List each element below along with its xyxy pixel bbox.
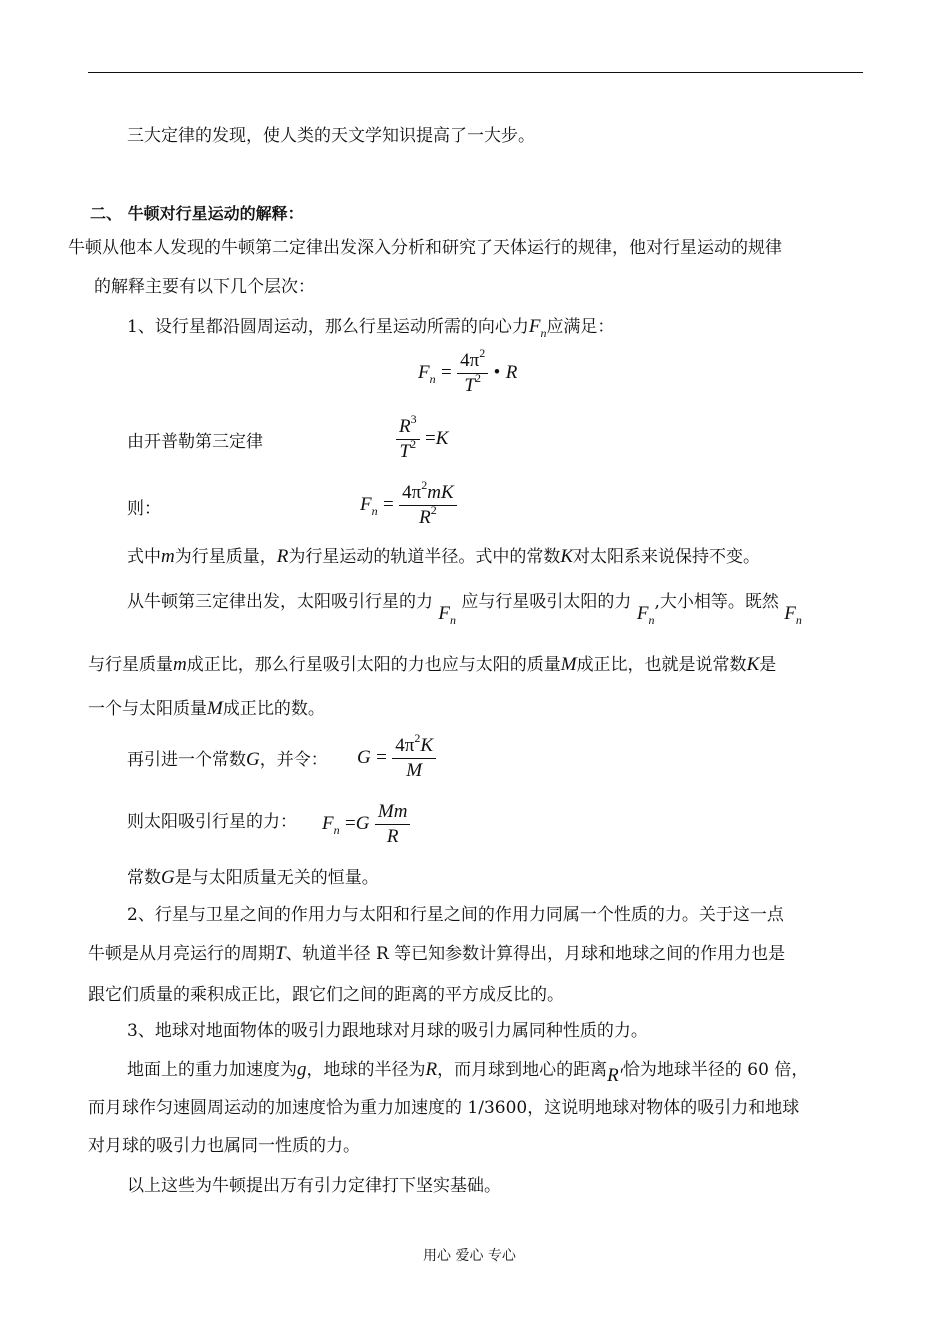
formula-force-k: $F_n$ = $\frac{4\pi^2mK}{R^2}$: [360, 482, 457, 529]
then-label: 则：: [127, 499, 161, 519]
g-intro: 再引进一个常数G，并令：: [127, 749, 328, 770]
final-paragraph: 以上这些为牛顿提出万有引力定律打下坚实基础。: [127, 1176, 501, 1196]
page-footer: 用心 爱心 专心: [423, 1248, 516, 1264]
proportional-paragraph-line-1: 与行星质量m成正比，那么行星吸引太阳的力也应与太阳的质量M成正比，也就是说常数K是: [88, 654, 777, 675]
where-paragraph: 式中m为行星质量，R为行星运动的轨道半径。式中的常数K对太阳系来说保持不变。: [127, 546, 761, 567]
constant-paragraph: 常数G是与太阳质量无关的恒量。: [127, 867, 379, 888]
third-law-paragraph: 从牛顿第三定律出发，太阳吸引行星的力 $F_n$ 应与行星吸引太阳的力 $F_n$,大小相等。既然 $F_n$: [127, 592, 802, 627]
gravity-paragraph-line-2: 而月球作匀速圆周运动的加速度恰为重力加速度的 1/3600，这说明地球对物体的吸引力和地球: [88, 1098, 800, 1118]
section-heading: 二、 牛顿对行星运动的解释：: [90, 204, 304, 223]
paragraph-1-line-2: 的解释主要有以下几个层次：: [94, 277, 315, 297]
gravity-paragraph-line-3: 对月球的吸引力也属同一性质的力。: [88, 1136, 360, 1156]
paragraph-1-line-1: 牛顿从他本人发现的牛顿第二定律出发深入分析和研究了天体运行的规律，他对行星运动的规律: [68, 238, 782, 258]
intro-paragraph: 三大定律的发现，使人类的天文学知识提高了一大步。: [127, 126, 535, 146]
formula-g: G = $\frac{4\pi^2K}{M}$: [357, 735, 436, 782]
item-2-line-3: 跟它们质量的乘积成正比，跟它们之间的距离的平方成反比的。: [88, 985, 564, 1005]
item-1: 1、设行星都沿圆周运动，那么行星运动所需的向心力$F_n$应满足：: [127, 316, 615, 340]
item-2-line-1: 2、行星与卫星之间的作用力与太阳和行星之间的作用力同属一个性质的力。关于这一点: [127, 905, 784, 925]
proportional-paragraph-line-2: 一个与太阳质量M成正比的数。: [88, 698, 325, 719]
item-3: 3、地球对地面物体的吸引力跟地球对月球的吸引力属同种性质的力。: [127, 1021, 648, 1041]
formula-gravitation: $F_n =G$ $\frac{Mm}{R}$: [322, 801, 410, 848]
item-2-line-2: 牛顿是从月亮运行的周期T、轨道半径 R 等已知参数计算得出，月球和地球之间的作用力也是: [88, 943, 786, 964]
header-rule: [88, 72, 863, 73]
formula-kepler: $\frac{R^3}{T^2}$ =K: [396, 416, 448, 463]
gravity-paragraph-line-1: 地面上的重力加速度为g，地球的半径为R，而月球到地心的距离R′恰为地球半径的 60 倍，: [127, 1059, 809, 1086]
force-label: 则太阳吸引行星的力：: [127, 812, 297, 832]
kepler-label: 由开普勒第三定律: [127, 432, 263, 452]
formula-centripetal-force: $F_n$ = $\frac{4\pi^2}{T^2}$ • R: [418, 346, 518, 396]
